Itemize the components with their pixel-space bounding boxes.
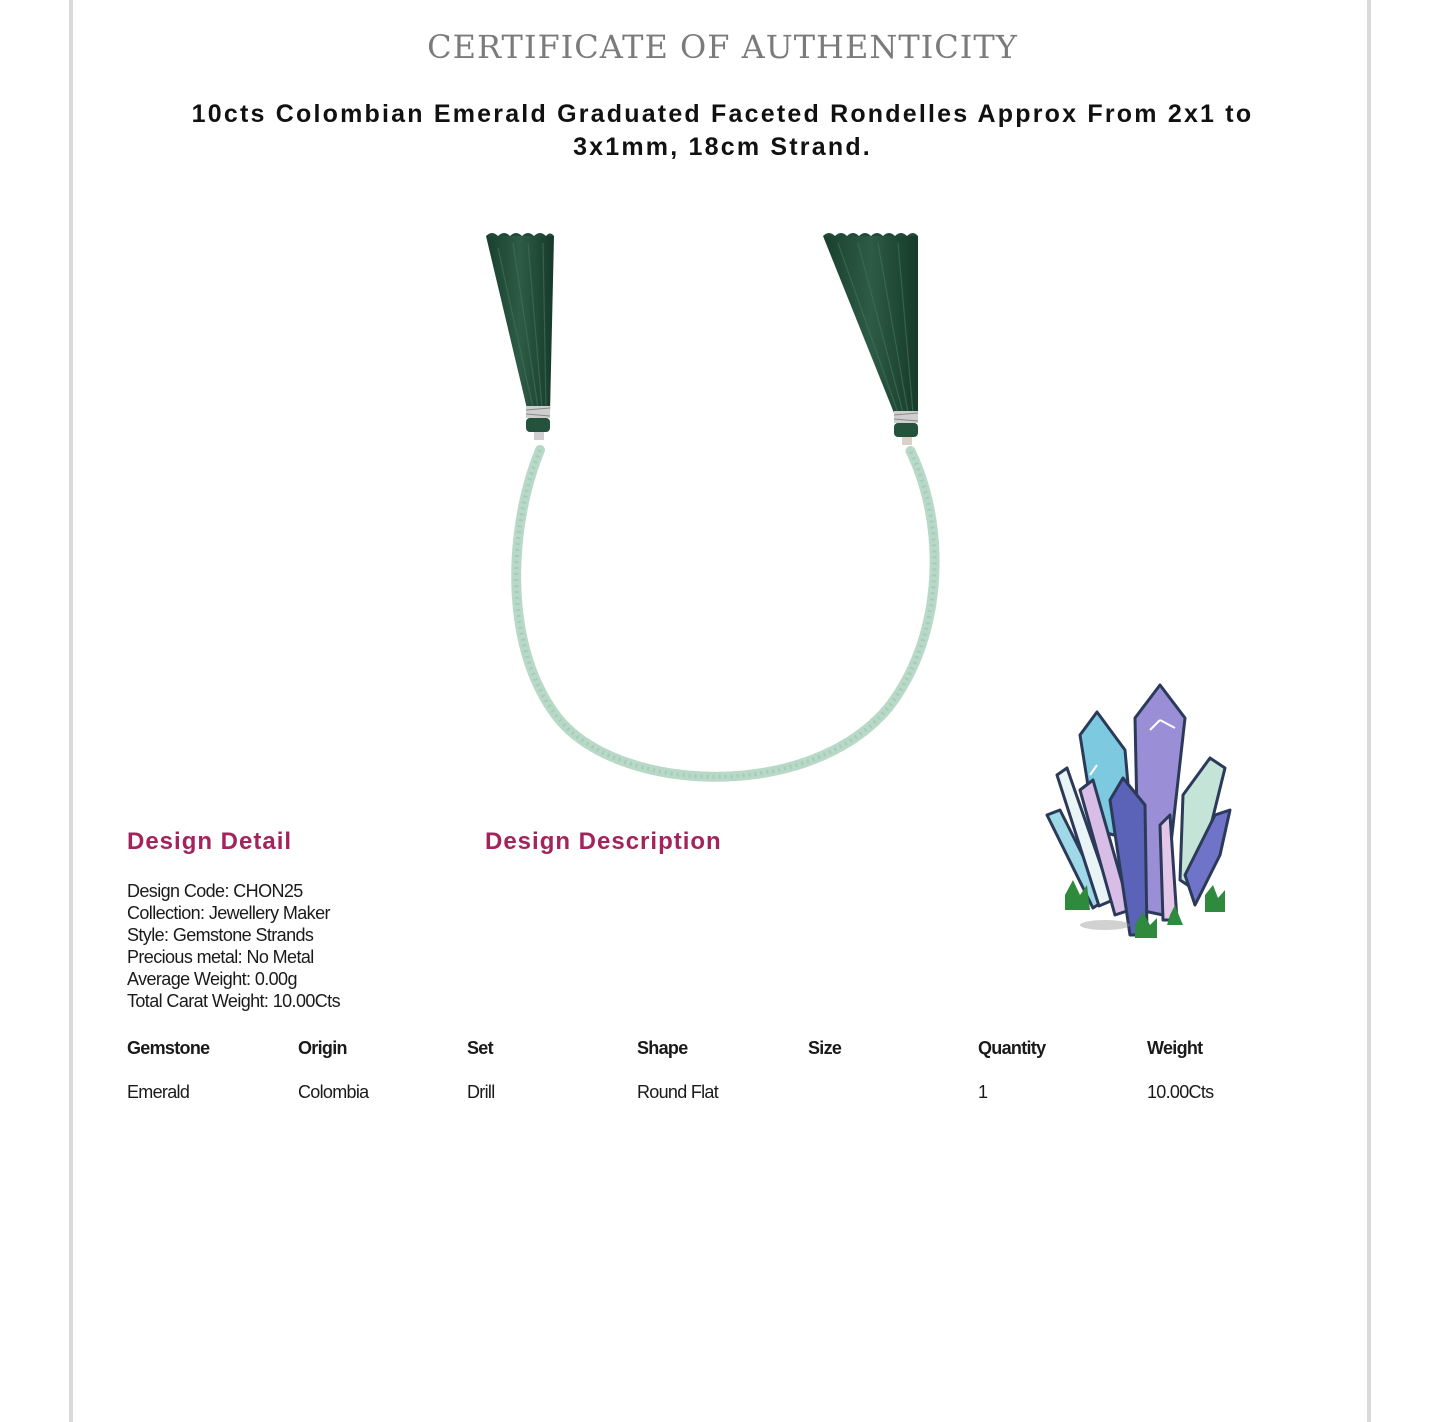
header-gemstone: Gemstone <box>127 1038 210 1058</box>
cell-size <box>808 1064 978 1108</box>
cell-shape: Round Flat <box>637 1082 719 1102</box>
header-size: Size <box>808 1038 842 1058</box>
design-code: Design Code: CHON25 <box>127 881 303 901</box>
style: Style: Gemstone Strands <box>127 925 314 945</box>
certificate-title: CERTIFICATE OF AUTHENTICITY <box>427 28 1018 66</box>
total-carat-weight: Total Carat Weight: 10.00Cts <box>127 991 340 1011</box>
page-border-right <box>1367 0 1371 1422</box>
header-set: Set <box>467 1038 493 1058</box>
precious-metal: Precious metal: No Metal <box>127 947 314 967</box>
table-row <box>127 1064 1277 1108</box>
cell-origin: Colombia <box>298 1082 369 1102</box>
header-quantity: Quantity <box>978 1038 1046 1058</box>
product-title: 10cts Colombian Emerald Graduated Faceted Rondelles Approx From 2x1 to 3x1mm, 18cm Strand. <box>191 100 1254 161</box>
design-detail-list <box>127 880 340 1012</box>
header-origin: Origin <box>298 1038 347 1058</box>
right-tassel <box>823 233 918 445</box>
cell-gemstone: Emerald <box>127 1082 190 1102</box>
product-image <box>478 228 953 793</box>
design-detail-heading: Design Detail <box>127 828 293 855</box>
left-tassel <box>486 233 554 440</box>
design-description-heading: Design Description <box>485 828 722 855</box>
cell-set: Drill <box>467 1082 495 1102</box>
average-weight: Average Weight: 0.00g <box>127 969 297 989</box>
gemstone-table <box>127 1038 1277 1108</box>
cell-weight: 10.00Cts <box>1147 1082 1214 1102</box>
crystal-cluster-icon <box>1035 680 1240 945</box>
collection: Collection: Jewellery Maker <box>127 903 330 923</box>
table-header-row <box>127 1038 1277 1064</box>
header-weight: Weight <box>1147 1038 1203 1058</box>
page-border-left <box>69 0 73 1422</box>
cell-quantity: 1 <box>978 1082 988 1102</box>
header-shape: Shape <box>637 1038 688 1058</box>
